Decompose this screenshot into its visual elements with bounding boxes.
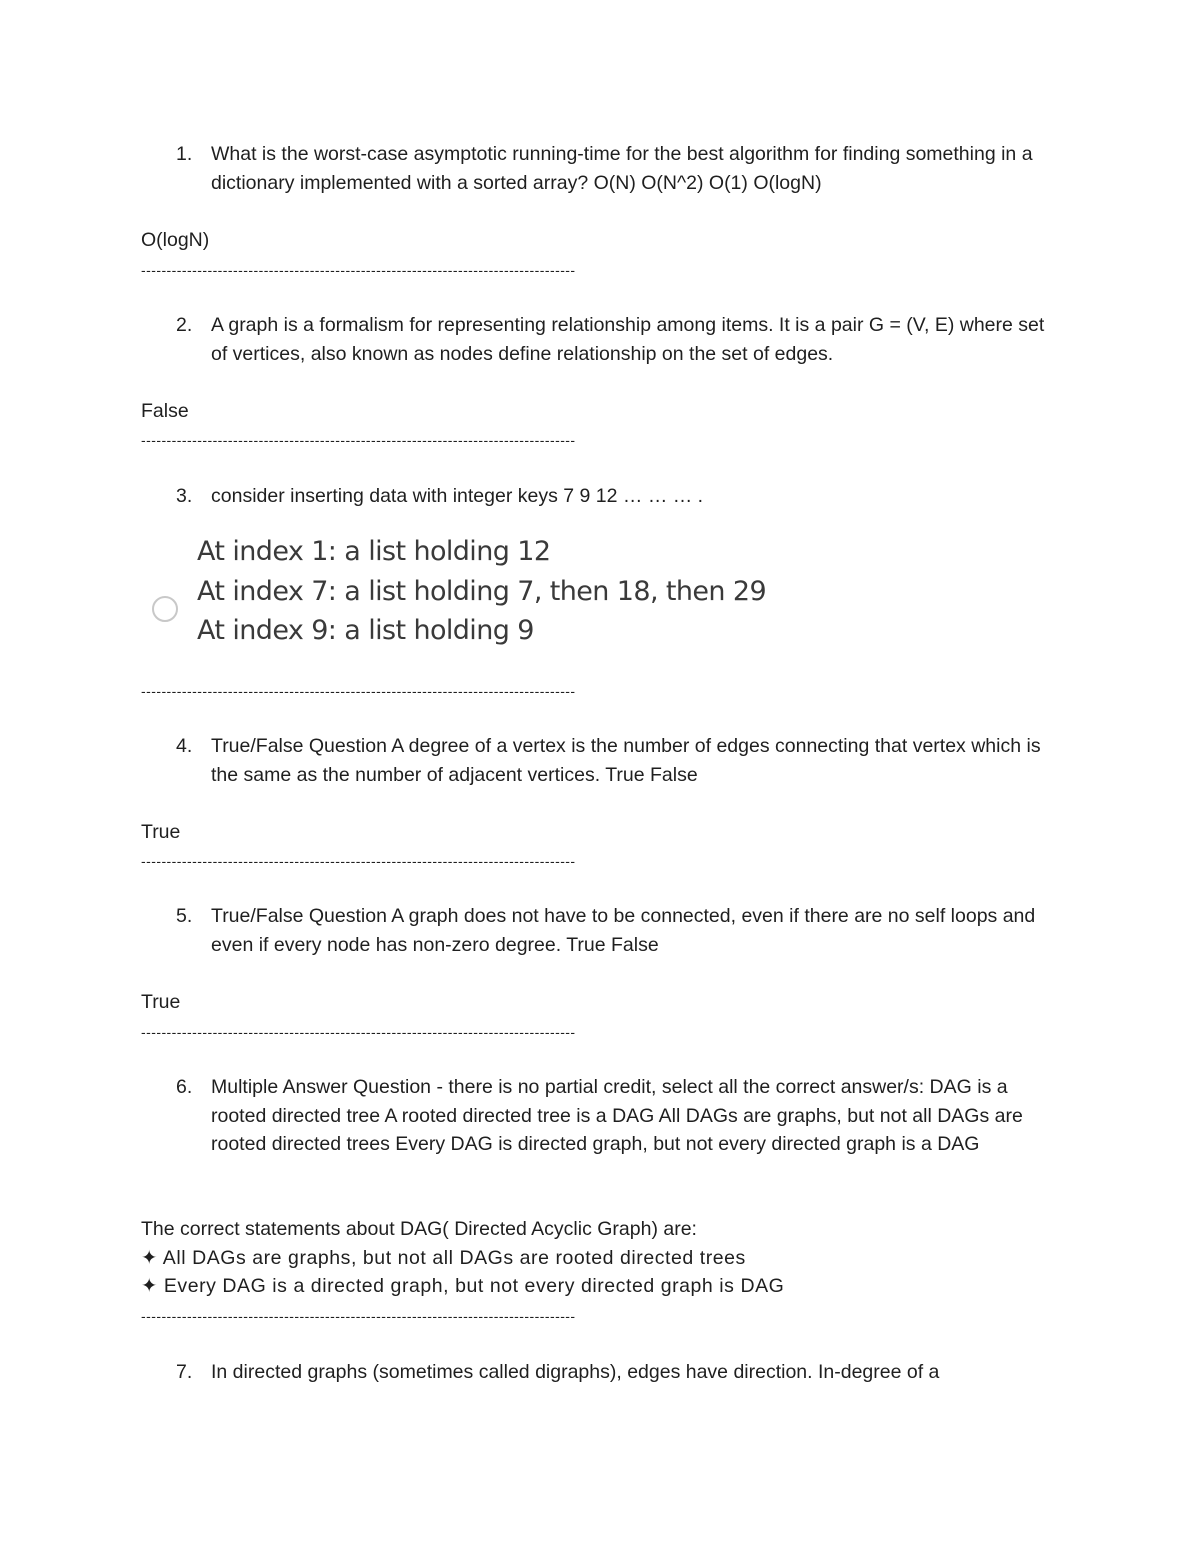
separator-6: ------------------------------------------------------------------------------------- (141, 1308, 576, 1324)
question-2-number: 2. (176, 314, 193, 336)
question-4-text: True/False Question A degree of a vertex is the number of edges connecting that vertex which is the same as the number of adjacent vertices. True False (211, 735, 1041, 786)
separator-5: ------------------------------------------------------------------------------------- (141, 1024, 576, 1040)
question-2 (176, 311, 1056, 368)
separator-3: ------------------------------------------------------------------------------------- (141, 683, 576, 699)
option-line-1: At index 1: a list holding 12 (197, 536, 551, 567)
question-6 (176, 1073, 1056, 1159)
answer-option-screenshot (150, 532, 850, 657)
option-line-3: At index 9: a list holding 9 (197, 615, 534, 646)
question-3 (176, 482, 1056, 511)
answer-6-item-1: ✦ All DAGs are graphs, but not all DAGs are rooted directed trees (141, 1246, 746, 1269)
answer-4: True (141, 821, 181, 843)
question-1-number: 1. (176, 143, 193, 165)
question-5-number: 5. (176, 905, 193, 927)
separator-4: ------------------------------------------------------------------------------------- (141, 853, 576, 869)
answer-6 (141, 1215, 1041, 1301)
answer-5: True (141, 991, 181, 1013)
question-6-number: 6. (176, 1076, 193, 1098)
question-1-text: What is the worst-case asymptotic running-time for the best algorithm for finding something in a dictionary implemented with a sorted array? O(N) O(N^2) O(1) O(logN) (211, 143, 1033, 194)
answer-6-item-2: ✦ Every DAG is a directed graph, but not every directed graph is DAG (141, 1275, 785, 1297)
question-1 (176, 140, 1056, 197)
question-7-text: In directed graphs (sometimes called digraphs), edges have direction. In-degree of a (211, 1361, 940, 1383)
question-4-number: 4. (176, 735, 193, 757)
option-label (197, 532, 766, 651)
question-7-number: 7. (176, 1361, 193, 1383)
answer-1: O(logN) (141, 229, 210, 251)
radio-button[interactable] (152, 596, 178, 622)
separator-1: ------------------------------------------------------------------------------------- (141, 262, 576, 278)
question-3-text: consider inserting data with integer keys 7 9 12 … … … . (211, 485, 704, 507)
answer-2: False (141, 400, 189, 422)
option-line-2: At index 7: a list holding 7, then 18, then 29 (197, 575, 767, 607)
question-7 (176, 1358, 1056, 1387)
question-4 (176, 732, 1056, 789)
question-2-text: A graph is a formalism for representing relationship among items. It is a pair G = (V, E) where set of vertices, also known as nodes define relationship on the set of edges. (211, 314, 1045, 365)
question-5-text: True/False Question A graph does not have to be connected, even if there are no self loops and even if every node has non-zero degree. True False (211, 905, 1036, 956)
separator-2: ------------------------------------------------------------------------------------- (141, 432, 576, 448)
question-5 (176, 902, 1056, 959)
answer-6-intro: The correct statements about DAG( Directed Acyclic Graph) are: (141, 1218, 697, 1240)
question-3-number: 3. (176, 485, 193, 507)
question-6-text: Multiple Answer Question - there is no partial credit, select all the correct answer/s: DAG is a rooted directed tree A rooted directed tree is a DAG All DAGs are graphs, but not all DAGs are rooted directed trees Every DAG is directed graph, but not every directed graph is a DAG (211, 1076, 1023, 1155)
